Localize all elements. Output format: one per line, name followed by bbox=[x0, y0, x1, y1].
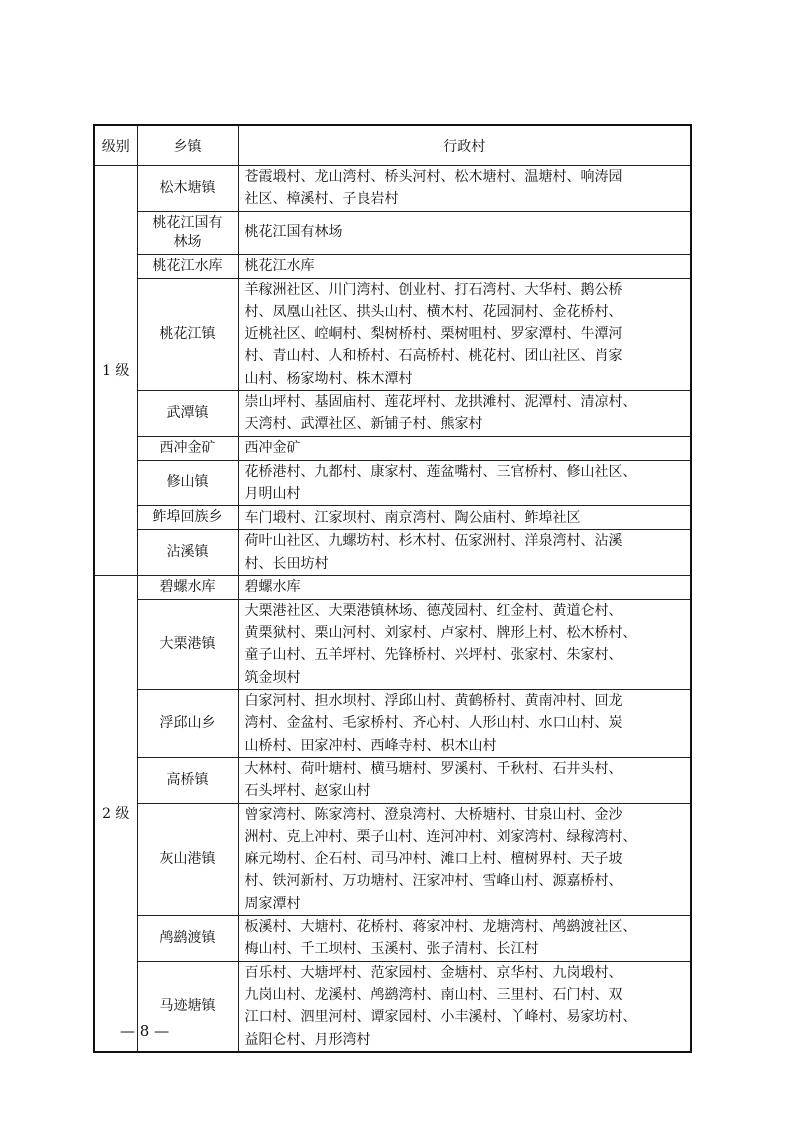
villages-cell bbox=[238, 278, 691, 390]
villages-line: 山桥村、田家冲村、西峰寺村、枳木山村 bbox=[244, 737, 497, 754]
header-town: 乡镇 bbox=[137, 125, 238, 166]
villages-cell bbox=[238, 961, 691, 1052]
village-level-table bbox=[93, 124, 692, 1053]
villages-cell bbox=[238, 530, 691, 576]
town-cell: 碧螺水库 bbox=[137, 575, 238, 599]
table-row bbox=[94, 506, 691, 530]
town-cell: 浮邱山乡 bbox=[137, 690, 238, 758]
villages-line: 洲村、克上冲村、栗子山村、连河冲村、刘家湾村、绿稼湾村、 bbox=[244, 828, 637, 845]
town-cell: 武潭镇 bbox=[137, 391, 238, 437]
villages-line: 麻元坳村、企石村、司马冲村、滩口上村、檀树界村、天子坡 bbox=[244, 851, 623, 868]
villages-line: 板溪村、大塘村、花桥村、蒋家冲村、龙塘湾村、鸬鹚渡社区、 bbox=[244, 919, 637, 936]
villages-cell bbox=[238, 460, 691, 506]
villages-line: 西冲金矿 bbox=[244, 440, 301, 457]
page-number: — 8 — bbox=[120, 1022, 170, 1040]
town-cell: 松木塘镇 bbox=[137, 166, 238, 212]
villages-line: 曾家湾村、陈家湾村、澄泉湾村、大桥塘村、甘泉山村、金沙 bbox=[244, 806, 623, 823]
town-cell: 大栗港镇 bbox=[137, 599, 238, 689]
table-row bbox=[94, 391, 691, 437]
villages-line: 江口村、泗里河村、谭家园村、小丰溪村、丫峰村、易家坊村、 bbox=[244, 1009, 637, 1026]
villages-line: 月明山村 bbox=[244, 485, 301, 502]
table-row bbox=[94, 460, 691, 506]
table-header-row bbox=[94, 125, 691, 166]
villages-line: 湾村、金盆村、毛家桥村、齐心村、人形山村、水口山村、炭 bbox=[244, 715, 623, 732]
villages-line: 苍霞塅村、龙山湾村、桥头河村、松木塘村、温塘村、响涛园 bbox=[244, 169, 623, 185]
table-body bbox=[94, 166, 691, 1052]
villages-line: 荷叶山社区、九螺坊村、杉木村、伍家洲村、洋泉湾村、沾溪 bbox=[244, 533, 623, 550]
villages-cell bbox=[238, 254, 691, 278]
table-row bbox=[94, 803, 691, 915]
villages-line: 大林村、荷叶塘村、横马塘村、罗溪村、千秋村、石井头村、 bbox=[244, 760, 623, 777]
table-row bbox=[94, 690, 691, 758]
villages-line: 碧螺水库 bbox=[244, 579, 301, 596]
villages-line: 梅山村、千工坝村、玉溪村、张子清村、长江村 bbox=[244, 941, 539, 958]
town-line: 桃花江国有 bbox=[152, 214, 223, 231]
villages-line: 社区、樟溪村、子良岩村 bbox=[244, 191, 399, 208]
table-row bbox=[94, 211, 691, 254]
town-line: 林场 bbox=[173, 233, 202, 250]
villages-line: 羊稼洲社区、川门湾村、创业村、打石湾村、大华村、鹅公桥 bbox=[244, 281, 623, 298]
town-cell: 西冲金矿 bbox=[137, 436, 238, 460]
villages-line: 崇山坪村、基固庙村、莲花坪村、龙拱滩村、泥潭村、清凉村、 bbox=[244, 394, 637, 411]
header-level: 级别 bbox=[94, 125, 137, 166]
villages-cell bbox=[238, 690, 691, 758]
villages-line: 百乐村、大塘坪村、范家园村、金塘村、京华村、九岗塅村、 bbox=[244, 964, 623, 981]
table-row bbox=[94, 436, 691, 460]
villages-line: 石头坪村、赵家山村 bbox=[244, 783, 371, 800]
villages-line: 花桥港村、九都村、康家村、莲盆嘴村、三官桥村、修山社区、 bbox=[244, 463, 637, 480]
villages-cell bbox=[238, 436, 691, 460]
villages-line: 车门塅村、江家坝村、南京湾村、陶公庙村、鲊埠社区 bbox=[244, 509, 581, 526]
villages-line: 黄栗狱村、栗山河村、刘家村、卢家村、牌形上村、松木桥村、 bbox=[244, 625, 637, 642]
villages-cell bbox=[238, 575, 691, 599]
villages-line: 大栗港社区、大栗港镇林场、德茂园村、红金村、黄道仑村、 bbox=[244, 602, 623, 619]
town-cell: 鲊埠回族乡 bbox=[137, 506, 238, 530]
villages-line: 周家潭村 bbox=[244, 895, 301, 912]
villages-line: 桃花江水库 bbox=[244, 257, 315, 274]
villages-cell bbox=[238, 757, 691, 803]
villages-line: 村、青山村、人和桥村、石高桥村、桃花村、团山社区、肖家 bbox=[244, 348, 623, 365]
villages-line: 童子山村、五羊坪村、先锋桥村、兴坪村、张家村、朱家村、 bbox=[244, 647, 623, 664]
villages-line: 益阳仑村、月形湾村 bbox=[244, 1031, 371, 1048]
villages-cell bbox=[238, 211, 691, 254]
header-villages: 行政村 bbox=[238, 125, 691, 166]
table-row bbox=[94, 575, 691, 599]
town-cell: 灰山港镇 bbox=[137, 803, 238, 915]
table-row bbox=[94, 254, 691, 278]
town-cell: 高桥镇 bbox=[137, 757, 238, 803]
town-cell: 沾溪镇 bbox=[137, 530, 238, 576]
table-row bbox=[94, 757, 691, 803]
villages-cell bbox=[238, 391, 691, 437]
town-cell bbox=[137, 211, 238, 254]
villages-line: 村、凤凰山社区、拱头山村、横木村、花园洞村、金花桥村、 bbox=[244, 303, 623, 320]
town-cell: 马迹塘镇 bbox=[137, 961, 238, 1052]
level-cell: 1 级 bbox=[94, 166, 137, 576]
villages-line: 桃花江国有林场 bbox=[244, 224, 343, 241]
villages-cell bbox=[238, 803, 691, 915]
village-table-container bbox=[93, 124, 690, 1053]
town-cell: 桃花江镇 bbox=[137, 278, 238, 390]
villages-line: 村、长田坊村 bbox=[244, 555, 329, 572]
villages-cell bbox=[238, 916, 691, 962]
level-cell: 2 级 bbox=[94, 575, 137, 1051]
villages-cell bbox=[238, 166, 691, 212]
villages-line: 近桃社区、崆峒村、梨树桥村、栗树咀村、罗家潭村、牛潭河 bbox=[244, 326, 623, 343]
villages-line: 白家河村、担水坝村、浮邱山村、黄鹤桥村、黄南冲村、回龙 bbox=[244, 693, 623, 710]
villages-cell bbox=[238, 506, 691, 530]
table-row bbox=[94, 166, 691, 212]
villages-line: 九岗山村、龙溪村、鸬鹚湾村、南山村、三里村、石门村、双 bbox=[244, 986, 623, 1003]
villages-line: 筑金坝村 bbox=[244, 669, 301, 686]
villages-line: 山村、杨家坳村、株木潭村 bbox=[244, 370, 413, 387]
town-cell: 修山镇 bbox=[137, 460, 238, 506]
villages-cell bbox=[238, 599, 691, 689]
table-row bbox=[94, 278, 691, 390]
table-row bbox=[94, 916, 691, 962]
table-row bbox=[94, 530, 691, 576]
town-cell: 桃花江水库 bbox=[137, 254, 238, 278]
table-row bbox=[94, 961, 691, 1052]
villages-line: 村、铁河新村、万功塘村、汪家冲村、雪峰山村、源嘉桥村、 bbox=[244, 873, 623, 890]
table-row bbox=[94, 599, 691, 689]
villages-line: 天湾村、武潭社区、新铺子村、熊家村 bbox=[244, 416, 483, 433]
town-cell: 鸬鹚渡镇 bbox=[137, 916, 238, 962]
